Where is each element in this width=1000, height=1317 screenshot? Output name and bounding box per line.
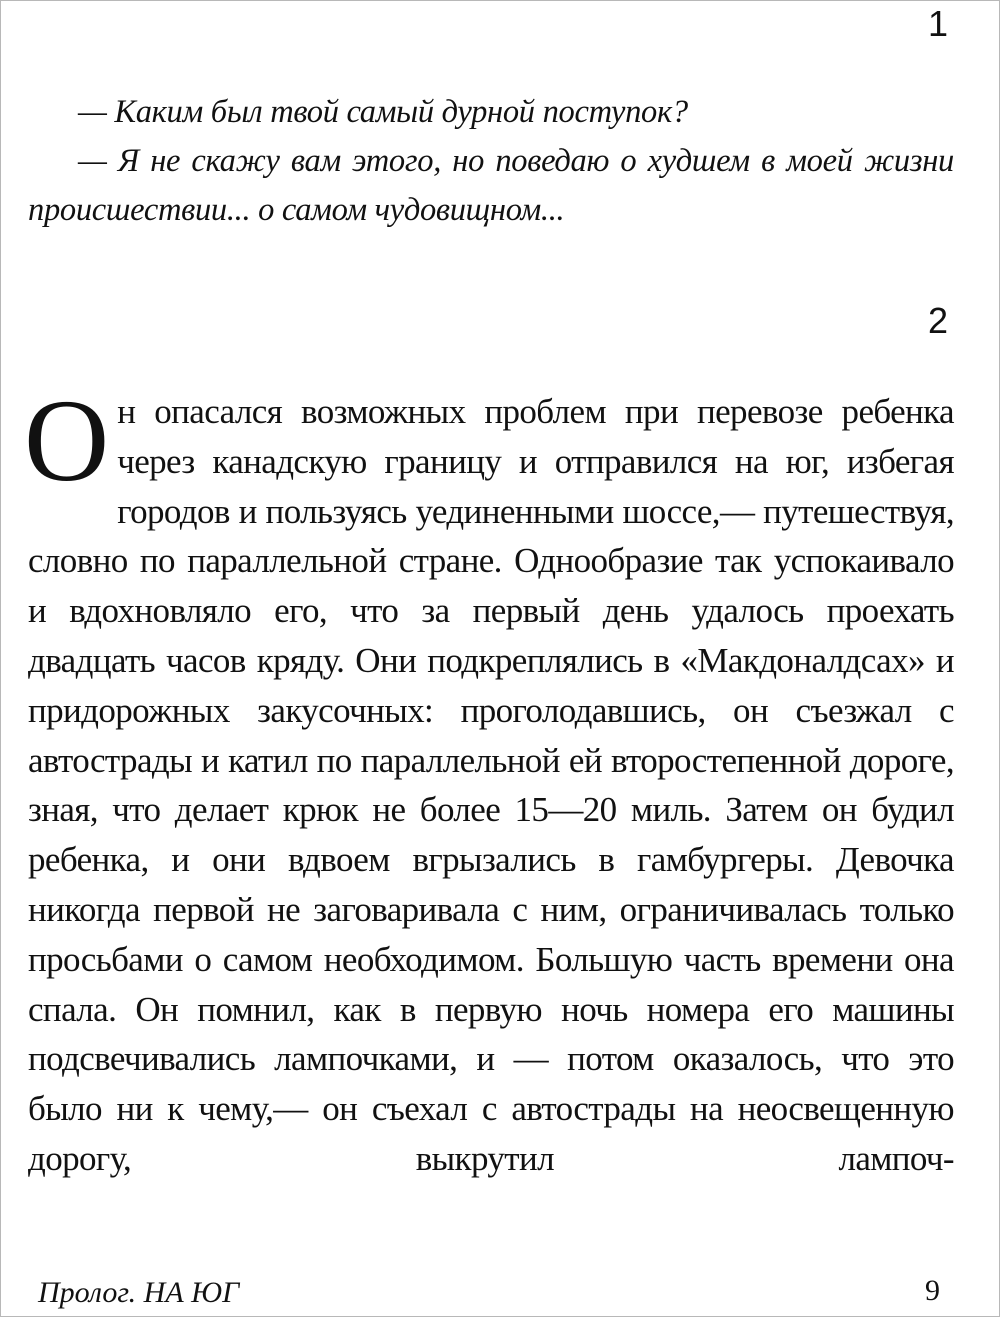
drop-cap: О — [24, 375, 110, 506]
paragraph-text: н опасался возможных проблем при перевозе ребенка через канадскую границу и отправился на юг, избегая городов и пользуясь уединенными шоссе,— путешествуя, словно по параллельной стране. Однообразие так успокаивало и вдохновляло его, что за первый день удалось проехать двадцать часов кряду. Они подкреплялись в «Макдоналдсах» и придорожных закусочных: проголодавшись, он съезжал с автострады и катил по параллельной ей второстепенной дороге, зная, что делает крюк не более 15—20 миль. Затем он будил ребенка, и они вдвоем вгрызались в гамбургеры. Девочка никогда первой не заговаривала с ним, ограничивалась только просьбами о самом необходимом. Большую часть времени она спала. Он помнил, как в первую ночь номера его машины подсвечивались лампочками, и — потом оказалось, что это было ни к чему,— он съехал с автострады на неосвещенную дорогу, выкрутил лампоч- — [28, 392, 954, 1178]
main-paragraph — [24, 375, 954, 1184]
section-number-1: 1 — [927, 3, 948, 44]
section-number-2: 2 — [927, 300, 948, 341]
page-number: 9 — [925, 1274, 940, 1307]
epigraph-question: — Каким был твой самый дурной поступок? — [78, 94, 688, 130]
epigraph-answer: — Я не скажу вам этого, но поведаю о худшем в моей жизни происшествии... о самом чудовищном... — [28, 143, 954, 228]
running-title: Пролог. НА ЮГ — [38, 1276, 240, 1309]
epigraph — [28, 88, 954, 235]
